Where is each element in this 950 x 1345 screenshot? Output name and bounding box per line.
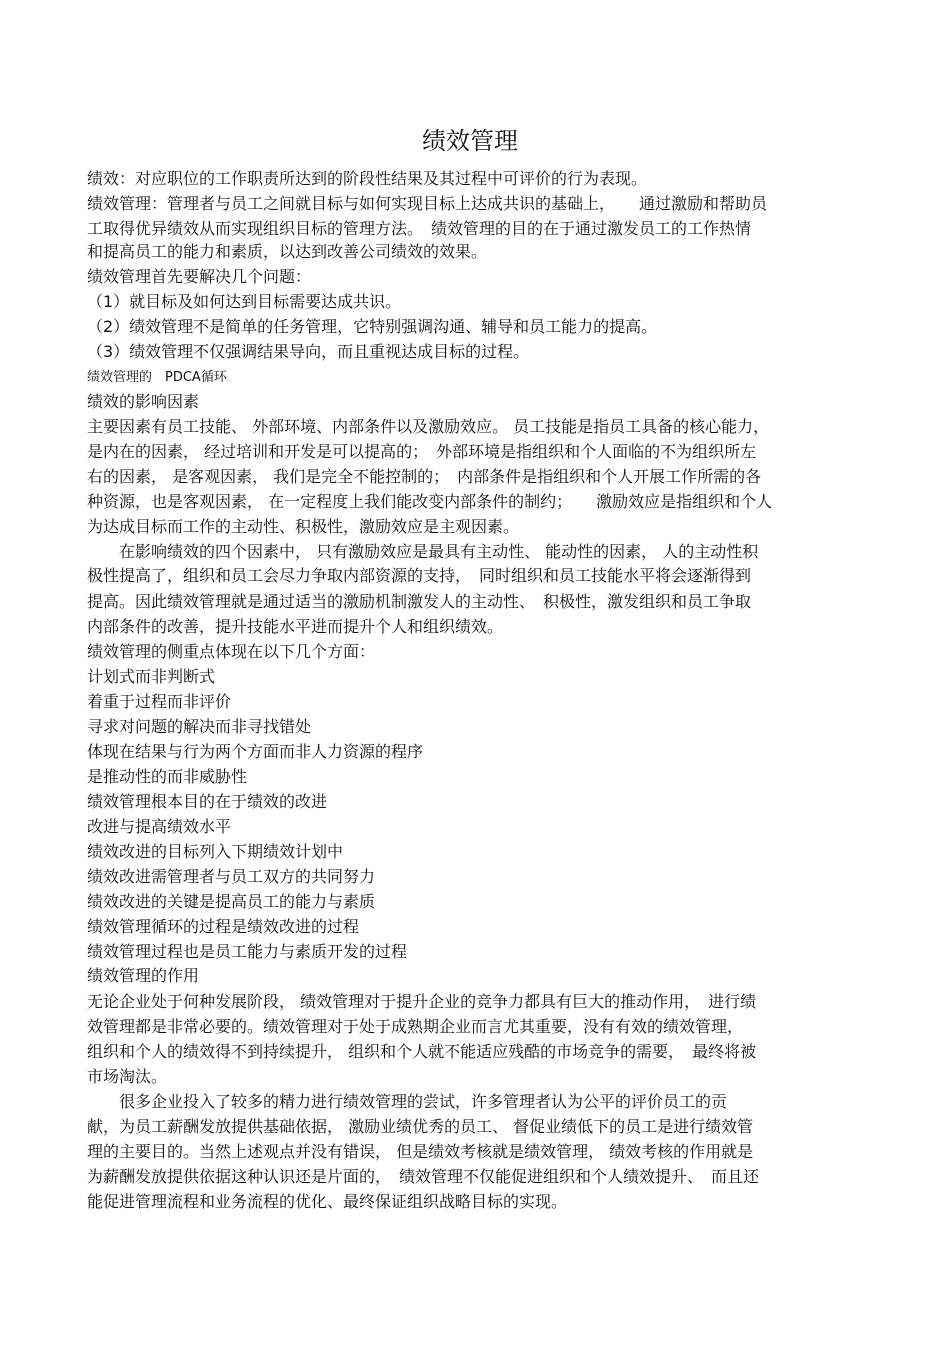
text-line: 效管理都是非常必要的。绩效管理对于处于成熟期企业而言尤其重要，没有有效的绩效管理， <box>87 1017 744 1036</box>
text-line: （3）绩效管理不仅强调结果导向，而且重视达成目标的过程。 <box>87 342 530 361</box>
text-line: 绩效管理首先要解决几个问题： <box>87 267 312 286</box>
text-line: 右的因素， 是客观因素， 我们是完全不能控制的； 内部条件是指组织和个人开展工作所需的各 <box>87 467 762 486</box>
text-line: 市场淘汰。 <box>87 1067 168 1086</box>
text-line: 绩效改进的关键是提高员工的能力与素质 <box>87 892 376 911</box>
text-line: 理的主要目的。当然上述观点并没有错误， 但是绩效考核就是绩效管理， 绩效考核的作用就是 <box>87 1142 754 1161</box>
text-line: 绩效管理的 PDCA循环 <box>87 370 227 385</box>
text-line: 内部条件的改善，提升技能水平进而提升个人和组织绩效。 <box>87 617 504 636</box>
text-line: 绩效管理的作用 <box>87 966 200 985</box>
text-line: 体现在结果与行为两个方面而非人力资源的程序 <box>87 742 424 761</box>
text-line: 无论企业处于何种发展阶段， 绩效管理对于提升企业的竞争力都具有巨大的推动作用， 进行绩 <box>87 992 757 1011</box>
text-line: 极性提高了，组织和员工会尽力争取内部资源的支持， 同时组织和员工技能水平将会逐渐得到 <box>87 566 752 585</box>
text-line: 绩效管理：管理者与员工之间就目标与如何实现目标上达成共识的基础上， 通过激励和帮助员 <box>87 194 768 213</box>
text-line: 改进与提高绩效水平 <box>87 817 232 836</box>
text-line: 为薪酬发放提供依据这种认识还是片面的， 绩效管理不仅能促进组织和个人绩效提升、 而且还 <box>87 1167 760 1186</box>
text-line: 是内在的因素， 经过培训和开发是可以提高的； 外部环境是指组织和个人面临的不为组织所左 <box>87 442 757 461</box>
text-line: 绩效管理循环的过程是绩效改进的过程 <box>87 917 360 936</box>
text-line: 为达成目标而工作的主动性、积极性，激励效应是主观因素。 <box>87 517 520 536</box>
text-line: 绩效管理过程也是员工能力与素质开发的过程 <box>87 942 408 961</box>
text-line: 绩效管理根本目的在于绩效的改进 <box>87 792 328 811</box>
document-title: 绩效管理 <box>422 127 518 155</box>
text-line: 绩效：对应职位的工作职责所达到的阶段性结果及其过程中可评价的行为表现。 <box>87 169 648 188</box>
text-line: 提高。因此绩效管理就是通过适当的激励机制激发人的主动性、 积极性，激发组织和员工争取 <box>87 592 752 611</box>
text-line: 寻求对问题的解决而非寻找错处 <box>87 717 312 736</box>
text-line: 绩效的影响因素 <box>87 392 200 411</box>
text-line: 种资源，也是客观因素， 在一定程度上我们能改变内部条件的制约； 激励效应是指组织和个人 <box>87 492 773 511</box>
text-line: 组织和个人的绩效得不到持续提升， 组织和个人就不能适应残酷的市场竞争的需要， 最终将被 <box>87 1042 757 1061</box>
text-line: 绩效管理的侧重点体现在以下几个方面： <box>87 642 376 661</box>
text-line: 主要因素有员工技能、 外部环境、内部条件以及激励效应。 员工技能是指员工具备的核心能力， <box>87 417 770 436</box>
text-line: 着重于过程而非评价 <box>87 692 232 711</box>
text-line: （2）绩效管理不是简单的任务管理，它特别强调沟通、辅导和员工能力的提高。 <box>87 317 658 336</box>
text-line: 是推动性的而非威胁性 <box>87 767 248 786</box>
text-line: 绩效改进需管理者与员工双方的共同努力 <box>87 867 376 886</box>
text-line: 献，为员工薪酬发放提供基础依据， 激励业绩优秀的员工、 督促业绩低下的员工是进行绩效管 <box>87 1117 754 1136</box>
text-line: 绩效改进的目标列入下期绩效计划中 <box>87 842 344 861</box>
text-line: 能促进管理流程和业务流程的优化、最终保证组织战略目标的实现。 <box>87 1192 568 1211</box>
text-line: 和提高员工的能力和素质，以达到改善公司绩效的效果。 <box>87 242 488 261</box>
text-line: 计划式而非判断式 <box>87 667 216 686</box>
text-line: 很多企业投入了较多的精力进行绩效管理的尝试，许多管理者认为公平的评价员工的贡 <box>87 1092 728 1111</box>
text-line: 工取得优异绩效从而实现组织目标的管理方法。 绩效管理的目的在于通过激发员工的工作热情 <box>87 219 752 238</box>
text-line: 在影响绩效的四个因素中， 只有激励效应是最具有主动性、 能动性的因素， 人的主动性积 <box>87 542 759 561</box>
text-line: （1）就目标及如何达到目标需要达成共识。 <box>87 292 402 311</box>
